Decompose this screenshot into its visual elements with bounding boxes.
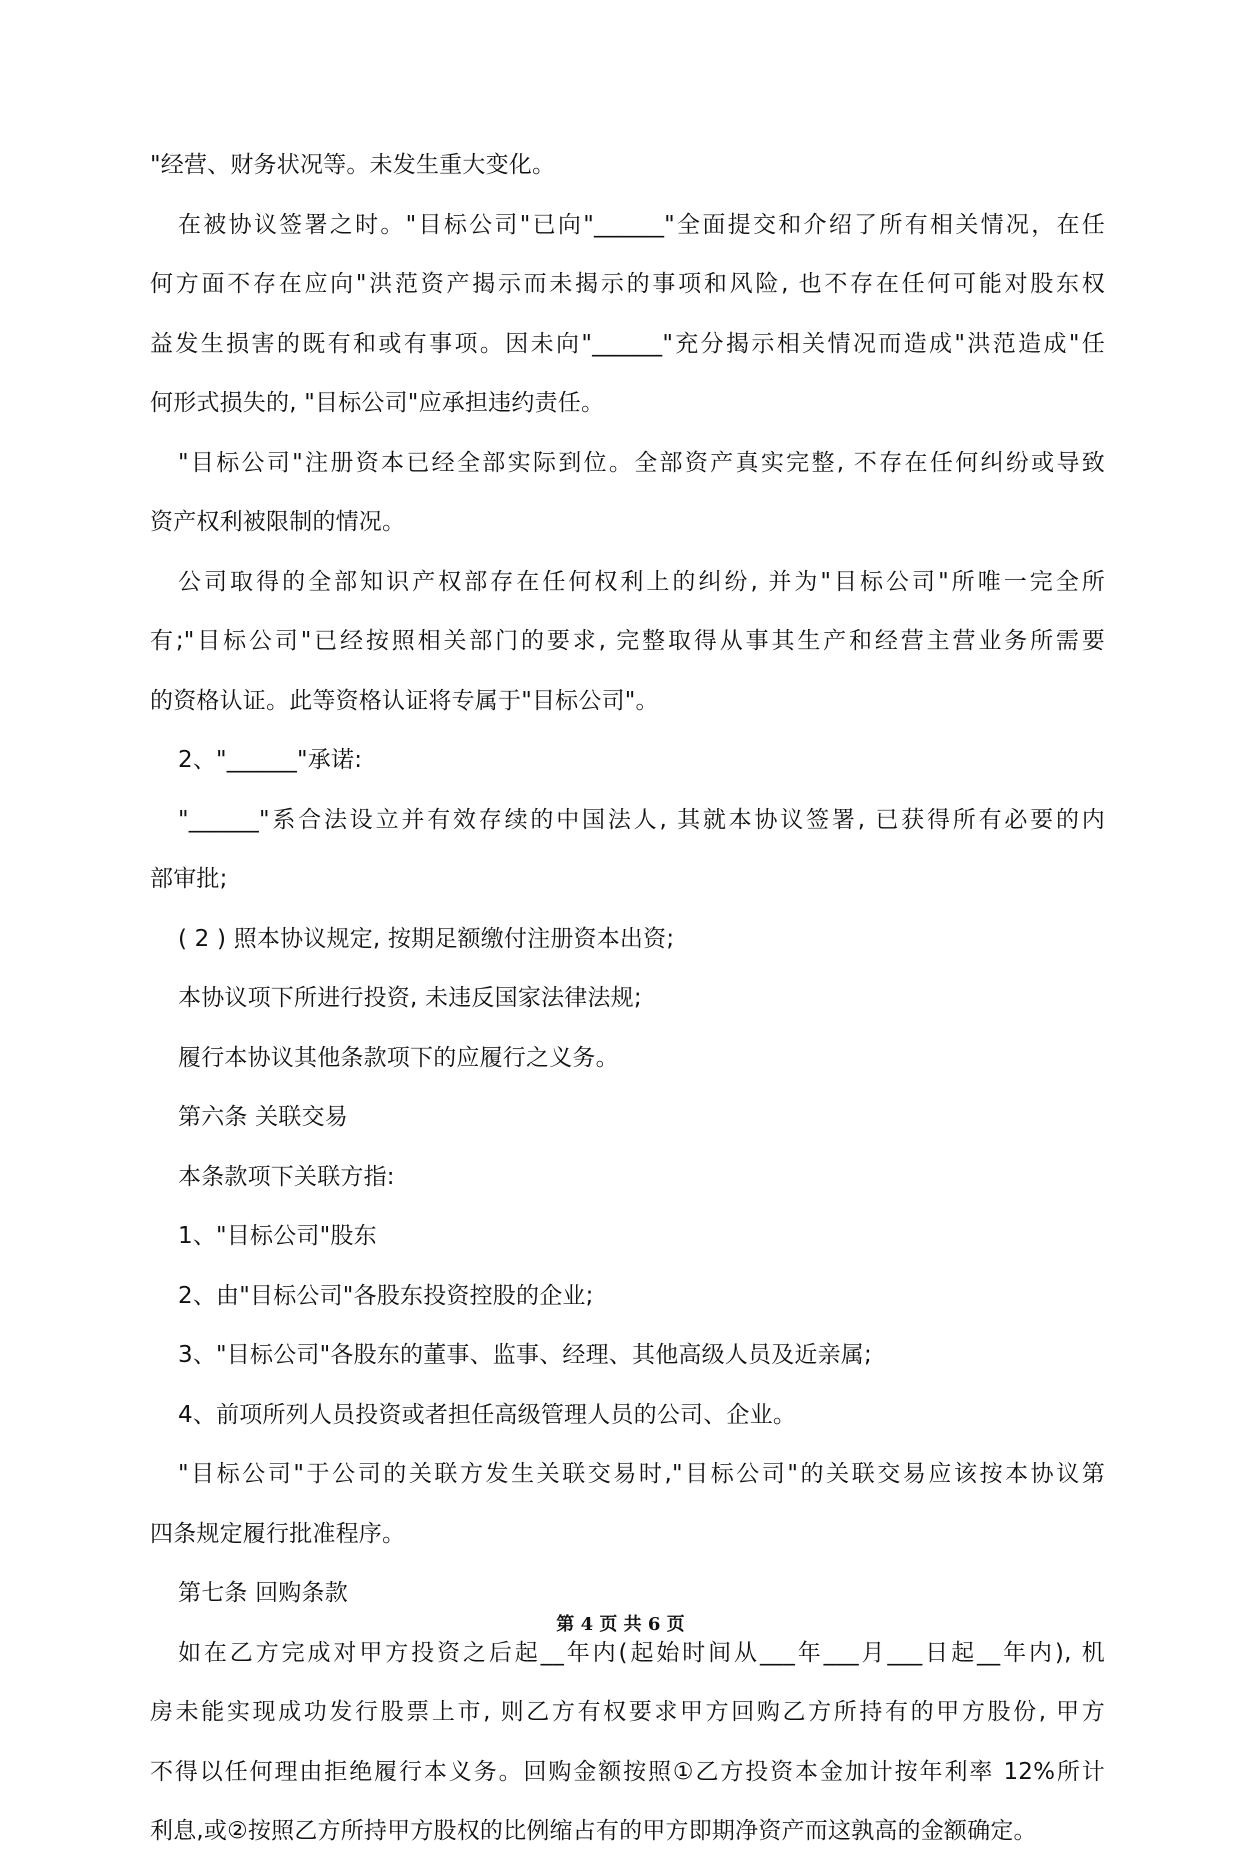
- paragraph-line: 不得以任何理由拒绝履行本义务。回购金额按照①乙方投资本金加计按年利率 12%所计: [150, 1758, 1105, 1785]
- paragraph-line: 利息,或②按照乙方所持甲方股权的比例缩占有的甲方即期净资产而这孰高的金额确定。: [150, 1818, 1037, 1844]
- paragraph-line: 3、"目标公司"各股东的董事、监事、经理、其他高级人员及近亲属;: [178, 1342, 872, 1368]
- paragraph-line: 如在乙方完成对甲方投资之后起__年内(起始时间从___年___月___日起__年内), 机: [178, 1639, 1105, 1666]
- paragraph-line: ( 2 ) 照本协议规定, 按期足额缴付注册资本出资;: [178, 925, 675, 952]
- paragraph-line: 2、"______"承诺:: [178, 747, 363, 773]
- paragraph-line: 益发生损害的既有和或有事项。因未向"______"充分揭示相关情况而造成"洪范造成"任: [150, 330, 1105, 357]
- paragraph-line: 履行本协议其他条款项下的应履行之义务。: [178, 1044, 619, 1071]
- paragraph-line: 第六条 关联交易: [178, 1104, 348, 1130]
- paragraph-line: 四条规定履行批准程序。: [150, 1520, 406, 1547]
- paragraph-line: 资产权利被限制的情况。: [150, 509, 406, 535]
- paragraph-line: 有;"目标公司"已经按照相关部门的要求, 完整取得从事其生产和经营主营业务所需要: [150, 628, 1105, 654]
- paragraph-line: 公司取得的全部知识产权部存在任何权利上的纠纷, 并为"目标公司"所唯一完全所: [178, 568, 1105, 595]
- paragraph-line: 本协议项下所进行投资, 未违反国家法律法规;: [178, 985, 642, 1011]
- paragraph-line: 房未能实现成功发行股票上市, 则乙方有权要求甲方回购乙方所持有的甲方股份, 甲方: [150, 1699, 1105, 1725]
- page-footer: 第 4 页 共 6 页: [556, 1614, 685, 1635]
- paragraph-line: 部审批;: [150, 866, 228, 892]
- paragraph-line: 4、前项所列人员投资或者担任高级管理人员的公司、企业。: [178, 1401, 797, 1428]
- paragraph-line: 本条款项下关联方指:: [178, 1163, 395, 1190]
- paragraph-line: 何形式损失的, "目标公司"应承担违约责任。: [150, 390, 605, 416]
- paragraph-line: 在被协议签署之时。"目标公司"已向"______"全面提交和介绍了所有相关情况，在任: [178, 211, 1105, 238]
- paragraph-line: 2、由"目标公司"各股东投资控股的企业;: [178, 1282, 594, 1309]
- paragraph-line: "经营、财务状况等。未发生重大变化。: [150, 152, 556, 178]
- paragraph-line: 第七条 回购条款: [178, 1580, 348, 1606]
- paragraph-line: "______"系合法设立并有效存续的中国法人, 其就本协议签署, 已获得所有必要的内: [178, 806, 1105, 833]
- paragraph-line: 何方面不存在应向"洪范资产揭示而未揭示的事项和风险, 也不存在任何可能对股东权: [150, 271, 1105, 297]
- paragraph-line: "目标公司"注册资本已经全部实际到位。全部资产真实完整, 不存在任何纠纷或导致: [178, 449, 1105, 476]
- paragraph-line: 1、"目标公司"股东: [178, 1223, 377, 1249]
- paragraph-line: "目标公司"于公司的关联方发生关联交易时,"目标公司"的关联交易应该按本协议第: [178, 1461, 1105, 1487]
- paragraph-line: 的资格认证。此等资格认证将专属于"目标公司"。: [150, 687, 659, 714]
